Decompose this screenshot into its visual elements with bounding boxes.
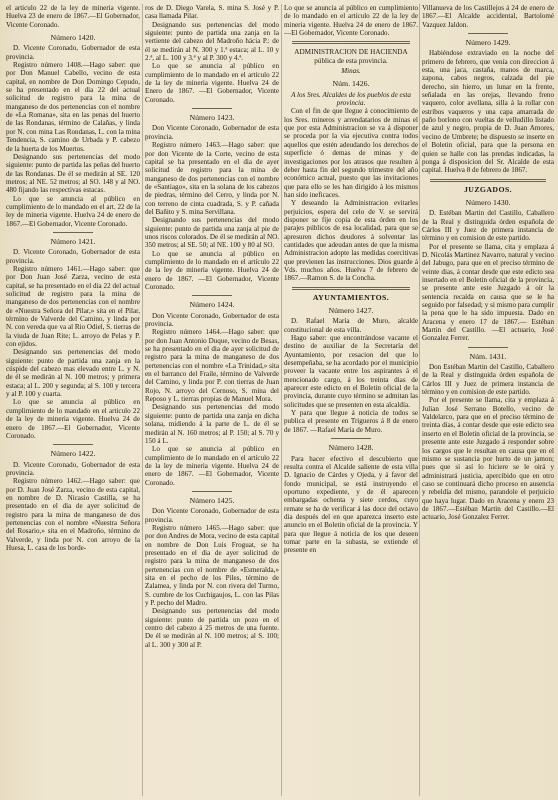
notice-heading: Don Vicente Coronado, Gobernador de esta provincia. [145,124,279,141]
column-rule [281,4,282,796]
paragraph: Lo que se anuncia al público en cumplimiento de lo mandado en el art. 22 de la ley de mineria vigente. Huelva 24 de enero de 1867.—El Gobernador, Vicente Coronado. [6,194,140,228]
notice-number: Número 1425. [189,495,235,505]
section-title: AYUNTAMIENTOS. [312,292,390,302]
notice-heading: D. Vicente Coronado, Gobernador de esta provincia. [6,460,140,477]
paragraph: Registro número 1464.—Hago saber: que por don Juan Antonio Duque, vecino de Besas, se ha presentado en el dia de ayer solicitud de registro para la mina de manganeso de dos pertenencias con el nombre «La Trinidad,» sita en el barranco del Fraile, término de Valverde del Camino, y linda por P. con tierras de Juan Rojo, N. arroyo del Cernoso, S. mina del Reposo y L. tierras propias de Manuel Mora. [145,328,279,404]
paragraph: Y para que llegue á noticia de todos se publica el presente en Trigueros á 8 de enero de 1867. —Rafael María de Muro. [284,409,418,434]
paragraph: Villanueva de los Castillejos á 24 de enero de 1867.—El Alcalde accidental, Bartolomé Vazquez Jaldon. [422,4,554,29]
paragraph: Lo que se anuncia al público en cumplimiento de lo mandado en el articulo 22 de la ley de mineria vigente. Huelva 24 de enero de 1867.—El Gobernador, Vicente Coronado. [6,398,140,440]
notice-number: Número 1429. [465,38,511,48]
notice-heading: D. Vicente Coronado, Gobernador de esta provincia. [6,44,140,61]
separator [53,232,93,233]
paragraph: el articulo 22 de la ley de mineria vigente. Huelva 23 de enero de 1867.—El Gobernador, Vicente Coronado. [6,4,140,29]
section-rule [430,179,546,182]
section-rule [292,41,410,44]
paragraph: D. Estéban Martin del Castillo, Caballero de la Real y distinguida órden española de Cárlos III y Juez de primera instancia de término y en comision de este partido. [422,209,554,243]
paragraph: Designando sus pertenencias del modo siguiente: punto de partida una zanja al pie de unos riscos colorados. De él se medirán al NO. 350 metros; al SE. 50; al NE. 100 y 80 al SO. [145,216,279,250]
notice-number: Número 1421. [50,236,96,246]
paragraph: Habiéndose extraviado en la noche del primero de febrero, que venía con direccion á esta, una jaca, castaña, manos de marca, zapona, cabos negros, calzada del pie derecho, sin hierro, un lunar en la frente, señalada en las orejas, llevando freno vaquero, color avellana, silla á la rollar con estribos vaqueros y una capa amarrada de paño borlono con vueltas de velludillo listado de azul y negro, propia de D. Juan Amores, vecino de Umbrete; he dispuesto se inserte en el Boletin oficial, para que la persona en quien se halle con las prendas indicadas, la ponga á disposicion del Sr. Alcalde de esta capital. Huelva 8 de febrero de 1867. [422,49,554,175]
notice-number: Número 1423. [189,113,235,123]
paragraph: Lo que se anuncia al público en cumplimiento de lo mandado en el artículo 22 de la ley de mineria vigente. Huelva 24 de enero de 1867. —El Gobernador, Vicente Coronado. [145,249,279,291]
section-subtitle: Minas. [341,67,361,76]
notice-heading: D. Vicente Coronado, Gobernador de esta provincia. [6,248,140,265]
paragraph: Don Estéban Martin del Castillo, Caballero de la Real y distinguida órden española de Cárlos III y Juez de primera instancia de término y en comision de este partido. [422,363,554,397]
paragraph: Designando sus pertenencias del modo siguiente: punto de partida una zanja en la vertiente del cabezo del Madroño hácia P.: de él se medirán al N. 300 y 1.ª estaca; al L. 10 y 2.ª, al L. 100 y 3.ª y al P. 300 y 4.ª. [145,20,279,63]
notice-heading: A los Sres. Alcaldes de los pueblos de esta provincia. [291,90,411,108]
separator [53,444,93,445]
paragraph: Designando sus pertenencias del modo siguiente: punto de partida una zanja en dicha solana, midiendo á la parte de L. de él se medirán al N. 160 metros; al P. 150; al S. 70 y 150 á L. [145,403,279,445]
separator [468,347,508,348]
notice-number: Número 1420. [50,33,96,43]
section-rule [292,287,410,290]
paragraph: Lo que se anuncia al público en cumplimiento de lo mandado en el artículo 22 de la ley de mineria vigente. Huelva 24 de enero de 1867. —El Gobernador, Vicente Coronado. [145,445,279,487]
notice-number: Núm. 1426. [332,79,370,89]
notice-number: Núm. 1431. [469,351,507,361]
separator [192,491,232,492]
paragraph: Registro número 1461.—Hago saber: que por Don Juan José Zarza, vecino de esta capital, se ha presentado en el dia 22 del actual solicitud de registro para la mina de manganeso de dos pertenencias con el nombre de «Nuestra Señora del Pilar,» sita en el Pilar, término de Valverde del Camino, y linda por N. con vereda que va al Rio Odiel, S. tierras de la viuda de Juan Rite; L. arroyo de Pelas y P. con ejidos. [6,264,140,349]
notice-number: Número 1424. [189,300,235,310]
paragraph: Con el fin de que llegue á conocimiento de los Sres. mineros y arrendatarios de minas el que por esta Administracion se va á disponer se proceda por la via ejecutiva contra todos aquellos que estén adeudando los derechos de superficie ó demas de minas y de investigaciones por los atrasos que resulten á deber hasta fin del segundo trimestre del año económico actual, puesto que las invitaciones que para ello se les han dirigido á los mismos han sido ineficaces. [284,107,418,199]
section-title: JUZGADOS. [463,184,512,194]
notice-number: Número 1430. [465,197,511,207]
separator [331,438,371,439]
paragraph: Lo que se anuncia al público en cumplimiento de lo mandado en el artículo 22 de la ley de mineria vigente. Huelva 24 de Enero de 1867. —El Gobernador, Vicente Coronado. [145,62,279,104]
section-title: ADMINISTRACION DE HACIENDA pública de esta provincia. [294,48,408,65]
paragraph: D. Rafael María de Muro, alcalde constitucional de esta villa. [284,317,418,334]
notice-number: Número 1422. [50,449,96,459]
paragraph: Para hacer efectivo el descubierto que resulta contra el Alcalde saliente de esta villa D. Ignacio de Cárdes y Ojeda, y á favor del fondo municipal, se está instruyendo el oportuno expediente, y de él aparecen embargadas ochenta y siete cerdos, cuyo remate se ha de verificar á las doce del octavo dia después del en que aparezca inserto este anuncio en el Boletin oficial de la provincia. Y para que llegue á noticia de los que deseen tomar parte en la subasta, se extiende el presente en [284,454,418,555]
paragraph: ros de D. Diego Varela, S. mina S. José y P. casa llamada Pilar. [145,4,279,21]
paragraph: Designando sus pertenencias del modo siguiente: punto de partida un pozo en el centro del cabezo á 25 metros de una fuente. De él se medirán al N. 100 metros; al S. 100; al L. 300 y 300 al P. [145,607,279,649]
notice-heading: Don Vicente Coronado, Gobernador de esta provincia. [145,311,279,329]
separator [192,295,232,296]
paragraph: Designando sus pertenencias del modo siguiente: punto de partida una zanja en la cúspide del cabezo mas elevado entre L. y N. de él se medirán al N. 100 metros; y primera estaca; al L. 200 y segunda; al S. 100 y tercera y al P. 100 y cuarta. [6,348,140,399]
column-1 [6,4,140,796]
paragraph: Registro número 1462.—Hago saber: que por D. Juan José Zarza, vecino de esta capital, en nombre de D. Nicasio Castilla, se ha presentado en el dia de ayer solicitud de registro para la mina de manganeso de dos pertenencias con el nombre «Nuestra Señora del Rosario,» sita en el Madroño, término de Valverde, y linda por N. con arroyo de la Huesa, L. casa de los borde- [6,477,140,552]
paragraph: Por el presente se llama, cita y emplaza á Julian José Serrano Botello, vecino de Valdelarco, para que en el preciso término de treinta dias, á contar desde que este edicto sea inserto en el Boletin oficial de la provincia, se presente ante este Juzgado á responder sobre los cargos que le resultan en causa que en el mismo se sustancia por hurto de un jamon; pues que si así lo hiciere se le oirá y administrará justicia, apercibido que en otro caso se continuará dicho proceso en ausencia y rebeldía del mismo, parandole el perjuicio que haya lugar. Dado en Aracena y enero 23 de 1867.—Estéban Martin del Castillo.—El actuario, José Gonzalez Ferrer. [422,396,554,522]
column-rule [142,4,143,796]
paragraph: Y deseando la Administracion evitarles perjuicios, espera del celo de V. se servirá disponer se fije copia de esta órden en los parajes públicos de esa localidad, para que se apresuren dichos deudores á solventar las cantidades que adeudan antes de que la misma Administracion adopte las medidas coercitivas que previenen las instrucciones. Dios guarde á Vds. muchos años. Huelva 7 de febrero de 1867.—Ramon S. de la Concha. [284,199,418,283]
paragraph: Designando sus pertenencias del modo siguiente: punto de partida las peñas del huerto de las Rondanas. De él se medirán al SE. 120 metros; al NE. 52 metros; al SO. 148 y al NO. 480 fijando las respectivas estacas. [6,152,140,195]
column-4 [422,4,554,796]
paragraph: Registro número 1463.—Hago saber: que por don Vicente de la Corte, vecino de esta capital se ha presentado en el dia de ayer solicitud de registro para la mina de manganeso de dos pertenencias con el nombre de «Santiago», sita en la solana de los cabezos de piedras, término del Cerro, y linda por N. con terreno de cinta cuadrada, S. y P. cañada del Bañito y S. mina Servillana. [145,141,279,216]
separator [468,33,508,34]
column-2 [145,4,279,796]
column-rule [419,4,420,796]
paragraph: Lo que se anuncia al público en cumplimiento de lo mandado en el artículo 22 de la ley de mineria vigente. Huelva 24 de enero de 1867. —El Gobernador, Vicente Coronado. [284,4,418,38]
column-3 [284,4,418,796]
paragraph: Registro número 1465.—Hago saber: que por don Andres de Mora, vecino de esta capital en nombre de Don Luis Froguat, se ha presentado en el dia de ayer solicitud de registro para la mina de manganeso de dos pertenencias con el nombre de «Esmeralda,» sita en el pecho de los Piles, término de Zalamea, y linda por N. con rivera del Turmo, S. cumbre de los Cuchigaujos, L. con las Pilas y P. pecho del Madro. [145,523,279,608]
notice-heading: Don Vicente Coronado, Gobernador de esta provincia. [145,507,279,524]
paragraph: Por el presente se llama, cita y emplaza á D. Nicolás Martinez Navarro, natural y vecino del Jabugo, para que en el preciso término de veinte dias, á contar desde que este edicto sea insertado en el Boletin oficial de la provincia, se presente ante este Juzgado á oír la sentencia recaída en causa que se le ha seguido por falsedad; y si mismo para cumplir la pena que le ha sido impuesta. Dado en Aracena y enero 17 de 1867.— Estéban Martin del Castillo. —El actuario, José Gonzalez Ferrer. [422,242,554,343]
notice-number: Número 1427. [328,306,374,315]
paragraph: Hago saber: que encontrándose vacante el destino de auxiliar de la Secretaría del Ayuntamiento, por cesacion del que lo desempeñaba, se ha acordado por el municipio proveer la vacante entre los aspirantes á el mencionado cargo, á los treinta dias de aparecer este edicto en el Boletin oficial de la provincia, durante cuyo término se admitan las solicitudes que se presenten en esta alcaldía. [284,334,418,409]
notice-number: Número 1428. [328,443,374,453]
paragraph: Registro número 1408.—Hago saber: que por Don Manuel Cabello, vecino de esta capital, en nombre de Don Domingo Cepudo, se ha presentado en el dia 22 del actual solicitud de registro para la mina de manganeso de dos pertenencias con el nombre de «La Romana», sita en las penas del huerto de las Rondanas, término de Calañas, y linda por N. con mina Las Rondanas, L. con la mina Tendencia, S. camino de Urbada y P. cabezo de la huerta de los Muertos. [6,61,140,153]
separator [192,108,232,109]
